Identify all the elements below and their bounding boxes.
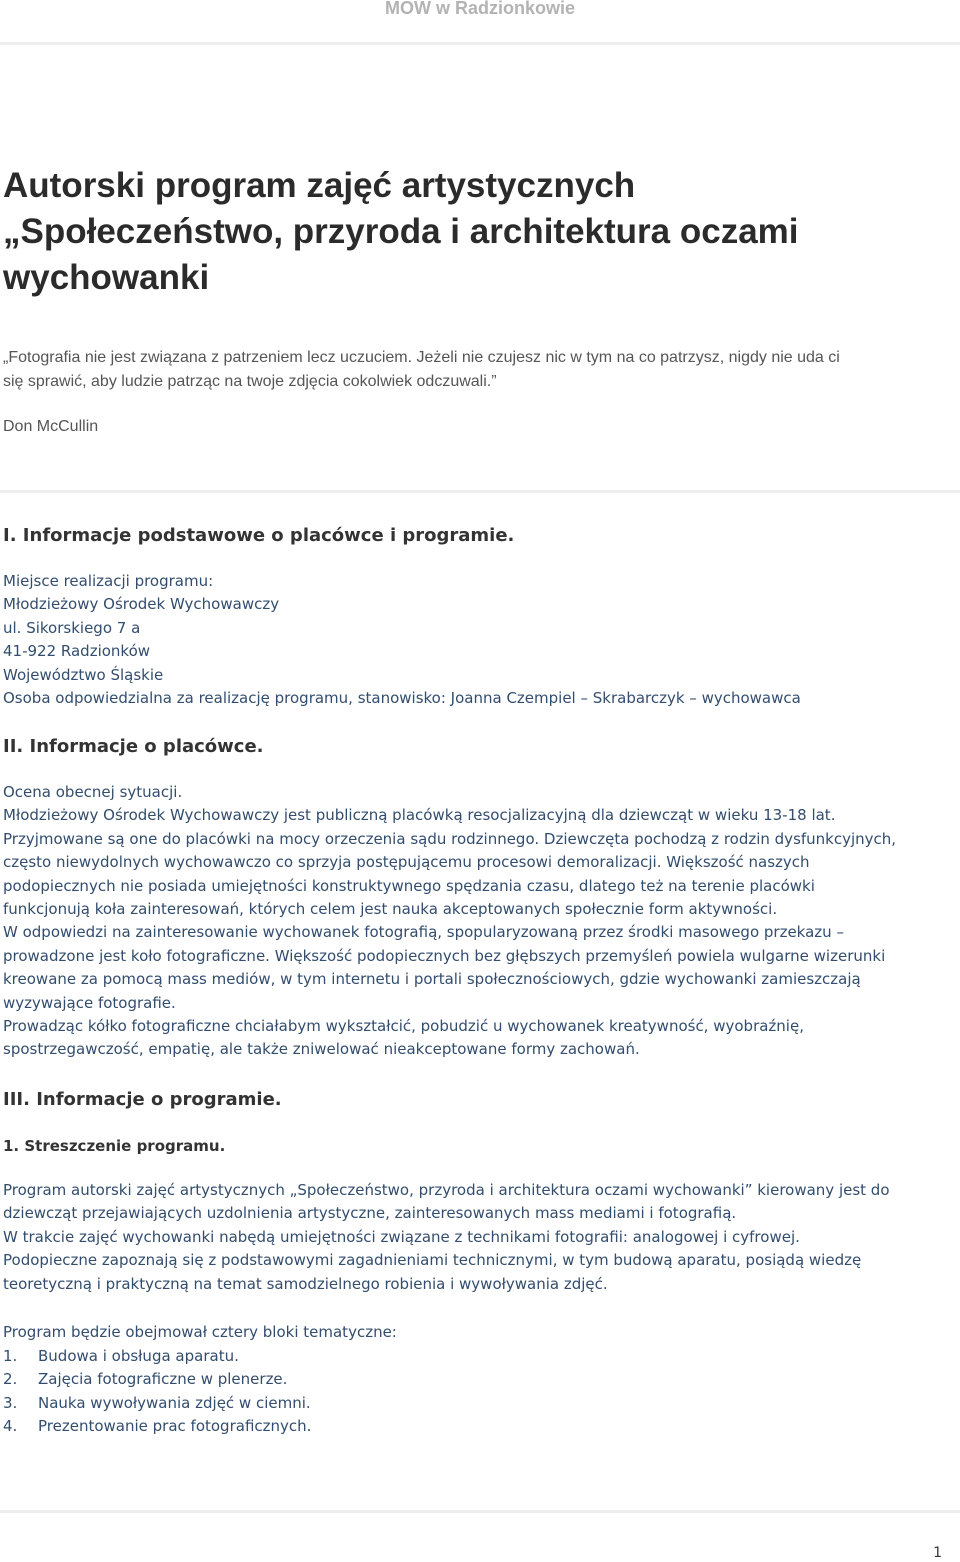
text-line: dziewcząt przejawiających uzdolnienia artystyczne, zainteresowanych mass mediami i fotografią. xyxy=(3,1204,737,1223)
section3-heading: III. Informacje o programie. xyxy=(3,1089,282,1110)
text-line: Ocena obecnej sytuacji. xyxy=(3,783,183,801)
text-line: teoretyczną i praktyczną na temat samodzielnego robienia i wywoływania zdjęć. xyxy=(3,1274,608,1293)
text-line: ul. Sikorskiego 7 a xyxy=(3,618,141,637)
text-line: Województwo Śląskie xyxy=(3,665,164,684)
text-line: Młodzieżowy Ośrodek Wychowawczy jest publiczną placówką resocjalizacyjną dla dziewcząt w wieku 13-18 lat. xyxy=(3,806,836,825)
list-item-number: 1. xyxy=(3,1347,18,1365)
section1-heading: I. Informacje podstawowe o placówce i programie. xyxy=(3,525,515,546)
list-item xyxy=(3,1392,311,1415)
quote-line: „Fotografia nie jest związana z patrzeniem lecz uczuciem. Jeżeli nie czujesz nic w tym na co patrzysz, nigdy nie uda ci xyxy=(3,349,840,366)
list-item-text: Budowa i obsługa aparatu. xyxy=(38,1347,239,1365)
text-line: Osoba odpowiedzialna za realizację programu, stanowisko: Joanna Czempiel – Skrabarczyk – wychowawca xyxy=(3,689,801,708)
text-line: funkcjonują koła zainteresowań, których celem jest nauka akceptowanych społecznie form aktywności. xyxy=(3,900,778,919)
text-line: wyzywające fotografie. xyxy=(3,993,176,1012)
title-line: wychowanki xyxy=(3,258,210,297)
section3-subheading: 1. Streszczenie programu. xyxy=(3,1137,226,1155)
blocks-intro xyxy=(3,1321,959,1344)
footer-divider xyxy=(0,1510,960,1513)
text-line: Miejsce realizacji programu: xyxy=(3,572,214,590)
text-line: Przyjmowane są one do placówki na mocy orzeczenia sądu rodzinnego. Dziewczęta pochodzą z rodzin dysfunkcyjnych, xyxy=(3,829,897,848)
list-item-number: 2. xyxy=(3,1370,18,1389)
list-item-number: 4. xyxy=(3,1417,18,1436)
text-line: spostrzegawczość, empatię, ale także zniwelować nieakceptowane formy zachowań. xyxy=(3,1040,640,1059)
thematic-blocks-list xyxy=(3,1345,311,1439)
quote-author: Don McCullin xyxy=(3,418,99,435)
list-item-text: Zajęcia fotograficzne w plenerze. xyxy=(38,1370,288,1389)
page-title xyxy=(3,163,933,301)
text-line: podopiecznych nie posiada umiejętności konstruktywnego spędzania czasu, dlatego też na terenie placówki xyxy=(3,876,815,895)
header-divider xyxy=(0,42,960,45)
list-item xyxy=(3,1415,311,1438)
section2-heading: II. Informacje o placówce. xyxy=(3,736,264,757)
text-line: Podopieczne zapoznają się z podstawowymi zagadnieniami technicznymi, w tym budową aparatu, posiądą wiedzę xyxy=(3,1251,862,1270)
text-line: Młodzieżowy Ośrodek Wychowawczy xyxy=(3,595,280,614)
text-line: Program będzie obejmował cztery bloki tematyczne: xyxy=(3,1323,397,1341)
list-item xyxy=(3,1345,311,1368)
epigraph-quote xyxy=(3,346,958,394)
page-number: 1 xyxy=(933,1545,942,1561)
title-line: „Społeczeństwo, przyroda i architektura oczami xyxy=(3,212,799,251)
text-line: Prowadząc kółko fotograficzne chciałabym wykształcić, pobudzić u wychowanek kreatywność, wyobraźnię, xyxy=(3,1017,804,1036)
text-line: kreowane za pomocą mass mediów, w tym internetu i portali społecznościowych, gdzie wychowanki zamieszczają xyxy=(3,970,861,989)
text-line: W odpowiedzi na zainteresowanie wychowanek fotografią, spopularyzowaną przez środki masowego przekazu – xyxy=(3,923,844,942)
quote-line: się sprawić, aby ludzie patrząc na twoje zdjęcia cokolwiek odczuwali.” xyxy=(3,373,497,390)
text-line: 41-922 Radzionków xyxy=(3,642,151,661)
text-line: Program autorski zajęć artystycznych „Społeczeństwo, przyroda i architektura oczami wychowanki” kierowany jest do xyxy=(3,1181,890,1199)
section1-body xyxy=(3,570,959,710)
text-line: często niewydolnych wychowawczo co sprzyja postępującemu procesowi demoralizacji. Większość naszych xyxy=(3,853,810,872)
title-line: Autorski program zajęć artystycznych xyxy=(3,166,636,205)
section-divider xyxy=(0,490,960,493)
section3-body xyxy=(3,1179,959,1296)
list-item-number: 3. xyxy=(3,1393,18,1412)
section2-body xyxy=(3,781,959,1062)
list-item-text: Prezentowanie prac fotograficznych. xyxy=(38,1417,312,1436)
text-line: W trakcie zajęć wychowanki nabędą umiejętności związane z technikami fotografii: analogowej i cyfrowej. xyxy=(3,1227,800,1246)
list-item-text: Nauka wywoływania zdjęć w ciemni. xyxy=(38,1393,311,1412)
list-item xyxy=(3,1368,311,1391)
site-title: MOW w Radzionkowie xyxy=(384,0,575,18)
text-line: prowadzone jest koło fotograficzne. Większość podopiecznych bez głębszych przemyśleń powiela wulgarne wizerunki xyxy=(3,946,886,965)
